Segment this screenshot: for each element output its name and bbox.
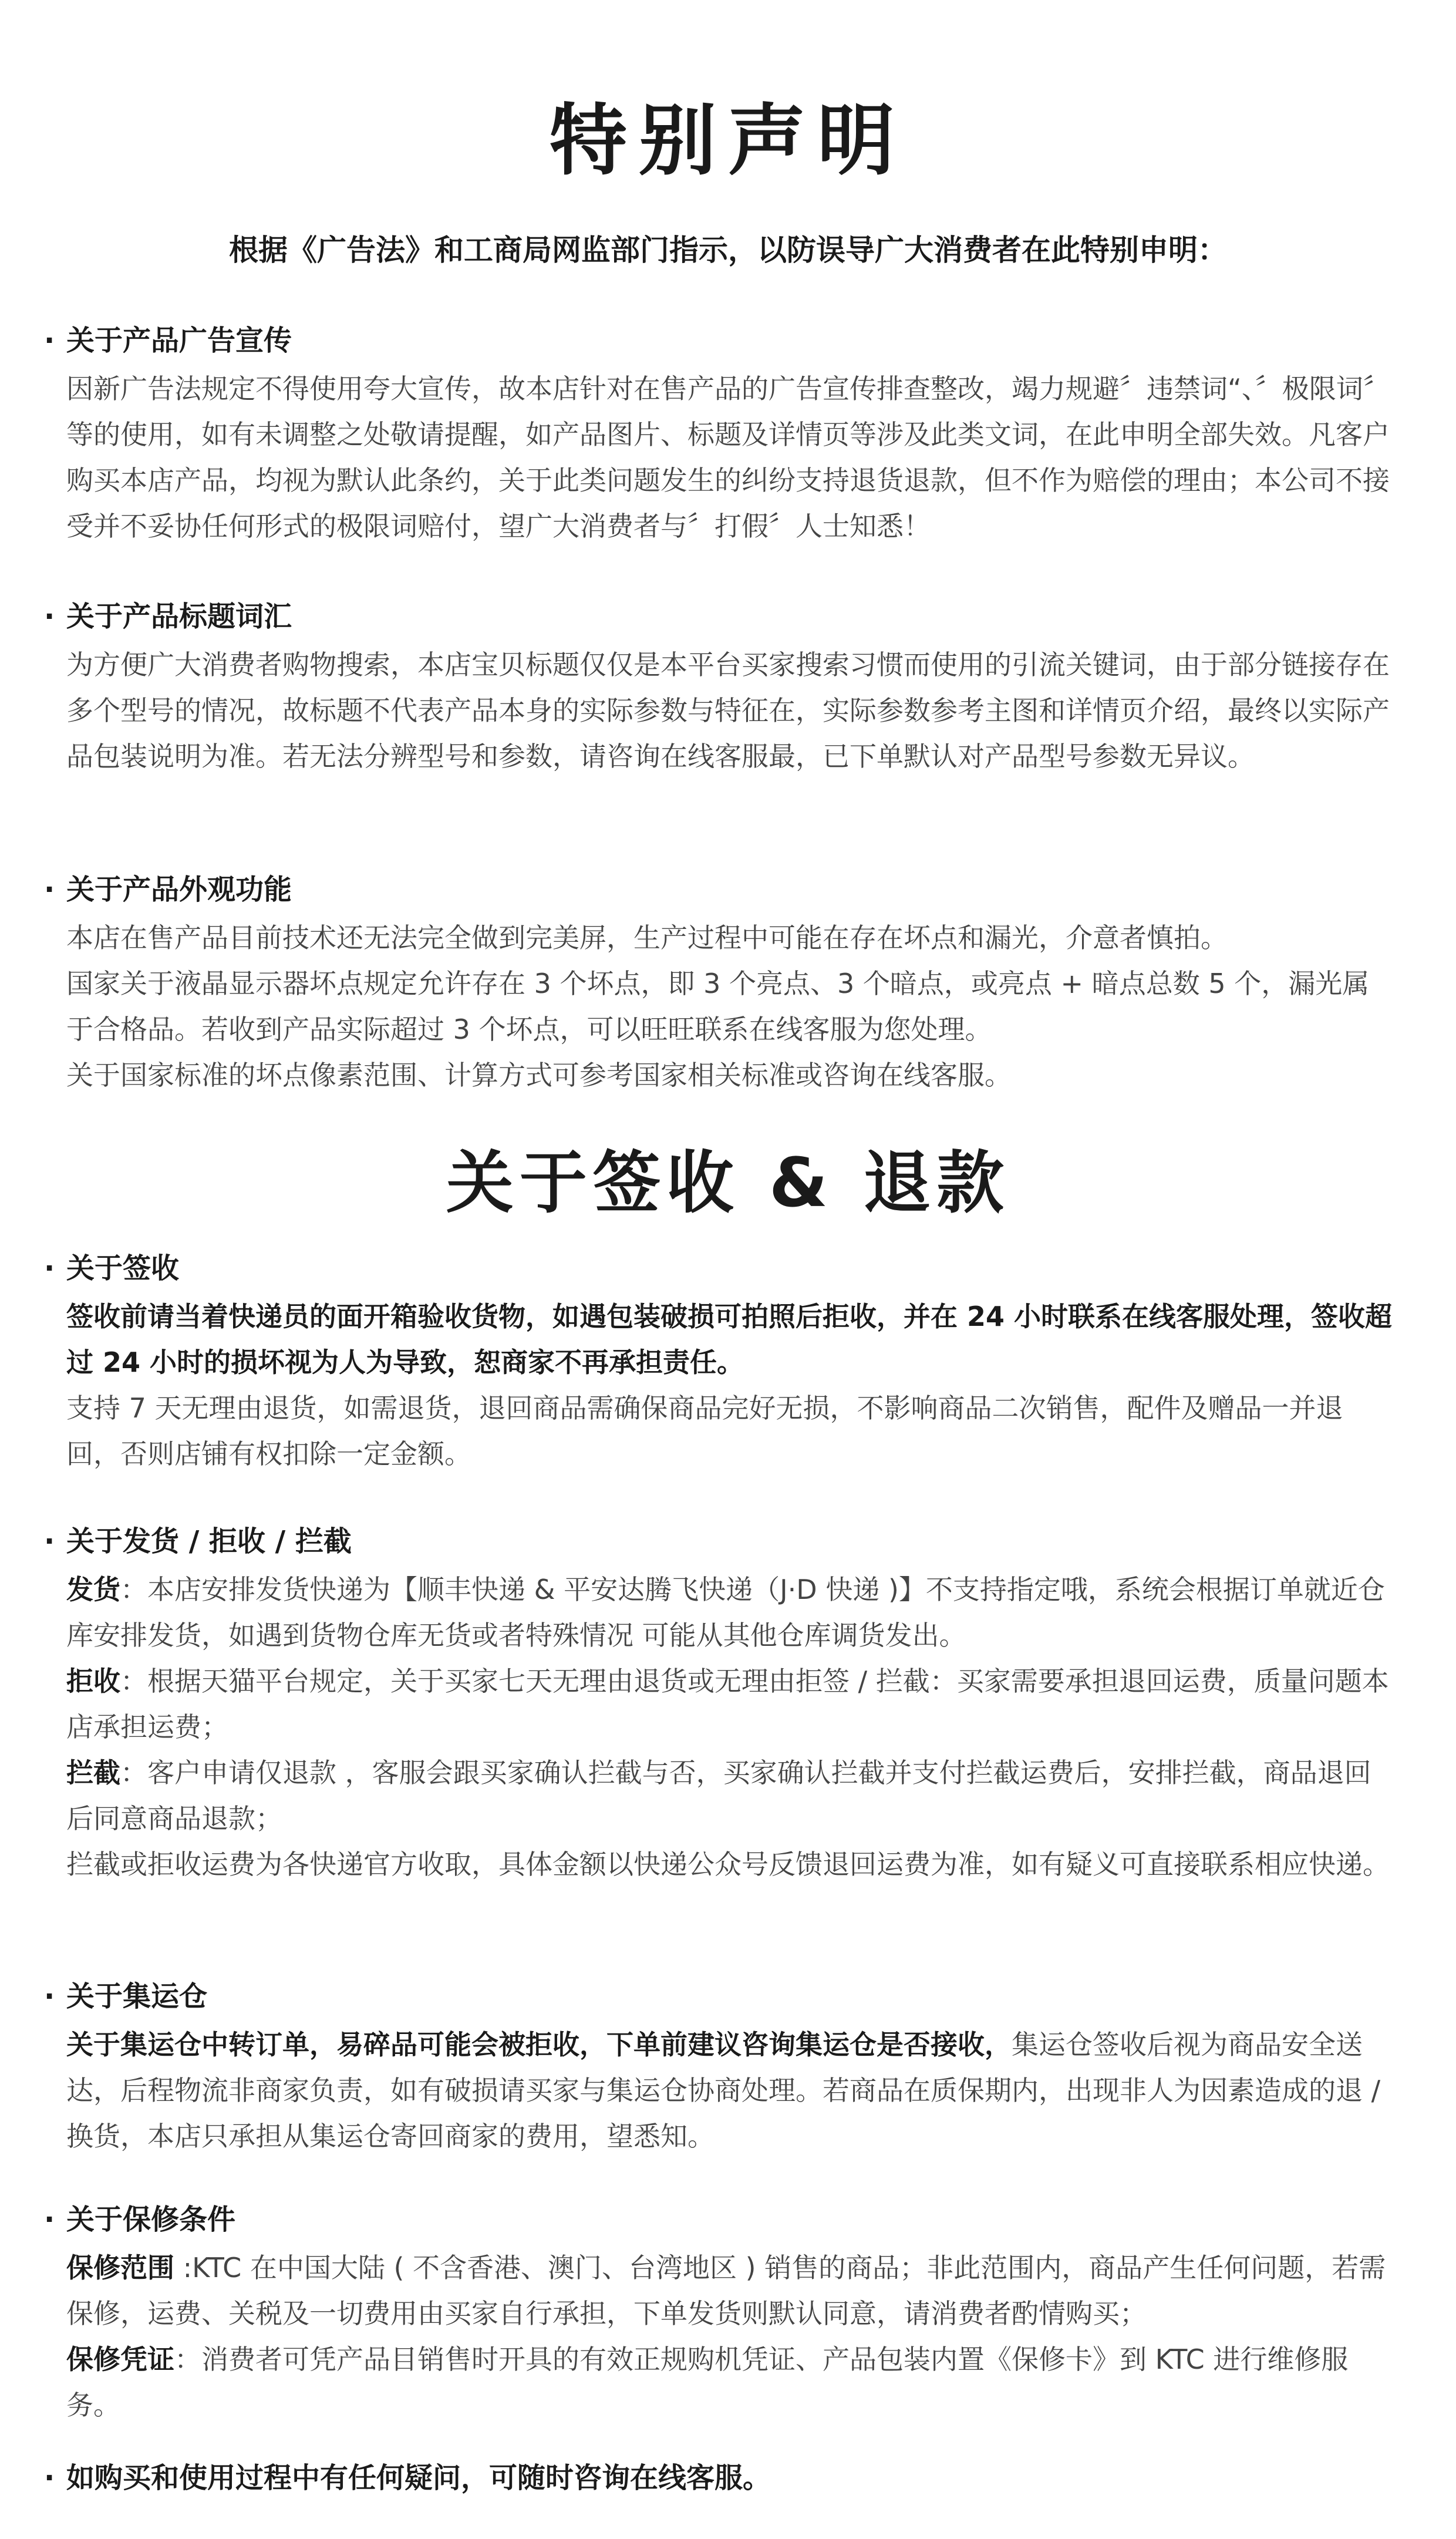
section-body bbox=[66, 1294, 1394, 1477]
label-shipping: 发货 bbox=[66, 1574, 120, 1605]
section-heading-text: 关于保修条件 bbox=[66, 2203, 236, 2236]
text-reject: ：根据天猫平台规定，关于买家七天无理由退货或无理由拒签 / 拦截：买家需要承担退回运费，质量问题本店承担运费； bbox=[66, 1665, 1389, 1743]
section-heading bbox=[44, 1521, 1394, 1562]
bullet-marker: · bbox=[44, 873, 55, 906]
section-heading-text: 如购买和使用过程中有任何疑问，可随时咨询在线客服。 bbox=[66, 2461, 771, 2494]
paragraph bbox=[66, 1658, 1394, 1750]
section-heading bbox=[44, 2457, 1394, 2498]
bullet-marker: · bbox=[44, 324, 55, 357]
paragraph bbox=[66, 1567, 1394, 1658]
label-warranty-scope: 保修范围 bbox=[66, 2252, 174, 2284]
bold-paragraph: 签收前请当着快递员的面开箱验收货物，如遇包装破损可拍照后拒收，并在 24 小时联系在线客服处理，签收超过 24 小时的损坏视为人为导致，恕商家不再承担责任。 bbox=[66, 1301, 1393, 1378]
page-subtitle: 根据《广告法》和工商局网监部门指示，以防误导广大消费者在此特别申明： bbox=[229, 233, 1227, 267]
paragraph bbox=[66, 2245, 1394, 2336]
text-intercept: ：客户申请仅退款 ，客服会跟买家确认拦截与否，买家确认拦截并支付拦截运费后，安排拦截，商品退回后同意商品退款； bbox=[66, 1757, 1371, 1834]
section-title-receipt-refund: 关于签收 & 退款 bbox=[446, 1144, 1010, 1223]
text-warranty-proof: ：消费者可凭产品目销售时开具的有效正规购机凭证、产品包装内置《保修卡》到 KTC 进行维修服务。 bbox=[66, 2343, 1349, 2421]
bullet-marker: · bbox=[44, 2203, 55, 2236]
bullet-marker: · bbox=[44, 1525, 55, 1558]
paragraph: 关于国家标准的坏点像素范围、计算方式可参考国家相关标准或咨询在线客服。 bbox=[66, 1059, 1012, 1091]
section-consolidation bbox=[44, 1976, 1394, 2159]
paragraph bbox=[66, 1750, 1394, 1841]
paragraph: 因新广告法规定不得使用夸大宣传，故本店针对在售产品的广告宣传排查整改，竭力规避〞违禁词“、〞极限词〞等的使用，如有未调整之处敬请提醒，如产品图片、标题及详情页等涉及此类文词，在此申明全部失效。凡客户购买本店产品，均视为默认此条约，关于此类问题发生的纠纷支持退货退款，但不作为赔偿的理由；本公司不接受并不妥协任何形式的极限词赔付，望广大消费者与〞打假〞人士知悉！ bbox=[66, 373, 1390, 542]
section-appearance bbox=[44, 869, 1394, 1098]
section-heading bbox=[44, 2199, 1394, 2240]
section-heading-text: 关于产品广告宣传 bbox=[66, 324, 292, 357]
text-shipping: ：本店安排发货快递为【顺丰快递 & 平安达腾飞快递（J·D 快递 )】不支持指定哦，系统会根据订单就近仓库安排发货，如遇到货物仓库无货或者特殊情况 可能从其他仓库调货发出。 bbox=[66, 1574, 1385, 1651]
section-body bbox=[66, 2245, 1394, 2428]
section-heading bbox=[44, 869, 1394, 910]
label-warranty-proof: 保修凭证 bbox=[66, 2343, 174, 2375]
section-heading-text: 关于发货 / 拒收 / 拦截 bbox=[66, 1525, 352, 1558]
paragraph bbox=[66, 2022, 1394, 2159]
bold-text: 关于集运仓中转订单，易碎品可能会被拒收，下单前建议咨询集运仓是否接收， bbox=[66, 2029, 1012, 2060]
section-final-note bbox=[44, 2457, 1394, 2503]
paragraph: 国家关于液晶显示器坏点规定允许存在 3 个坏点，即 3 个亮点、3 个暗点，或亮点 + 暗点总数 5 个，漏光属于合格品。若收到产品实际超过 3 个坏点，可以旺旺联系在线客服为您处理。 bbox=[66, 968, 1370, 1045]
section-body bbox=[66, 366, 1394, 549]
text: 集运仓签收后视为商品安全送达，后程物流非商家负责，如有破损请买家与集运仓协商处理。若商品在质保期内，出现非人为因素造成的退 / 换货，本店只承担从集运仓寄回商家的费用，望悉知。 bbox=[66, 2029, 1381, 2152]
page-title: 特别声明 bbox=[550, 96, 906, 186]
text-warranty-scope: :KTC 在中国大陆 ( 不含香港、澳门、台湾地区 ) 销售的商品；非此范围内，商品产生任何问题，若需保修，运费、关税及一切费用由买家自行承担，下单发货则默认同意，请消费者酌情购买； bbox=[66, 2252, 1386, 2329]
label-intercept: 拦截 bbox=[66, 1757, 120, 1789]
section-heading bbox=[44, 1248, 1394, 1289]
section-heading-text: 关于签收 bbox=[66, 1252, 180, 1285]
section-heading-text: 关于产品标题词汇 bbox=[66, 600, 292, 633]
paragraph: 支持 7 天无理由退货，如需退货，退回商品需确保商品完好无损，不影响商品二次销售，配件及赠品一并退回，否则店铺有权扣除一定金额。 bbox=[66, 1392, 1343, 1470]
paragraph: 拦截或拒收运费为各快递官方收取，具体金额以快递公众号反馈退回运费为准，如有疑义可直接联系相应快递。 bbox=[66, 1848, 1390, 1880]
section-shipping bbox=[44, 1521, 1394, 1887]
bullet-marker: · bbox=[44, 1252, 55, 1285]
paragraph bbox=[66, 2336, 1394, 2428]
bullet-marker: · bbox=[44, 600, 55, 633]
label-reject: 拒收 bbox=[66, 1665, 120, 1697]
section-title-terms bbox=[44, 596, 1394, 779]
section-body bbox=[66, 1567, 1394, 1887]
section-body bbox=[66, 2022, 1394, 2159]
section-heading bbox=[44, 596, 1394, 637]
section-heading bbox=[44, 320, 1394, 361]
section-body bbox=[66, 915, 1394, 1098]
paragraph: 为方便广大消费者购物搜索，本店宝贝标题仅仅是本平台买家搜索习惯而使用的引流关键词，由于部分链接存在多个型号的情况，故标题不代表产品本身的实际参数与特征在，实际参数参考主图和详情页介绍，最终以实际产品包装说明为准。若无法分辨型号和参数，请咨询在线客服最，已下单默认对产品型号参数无异议。 bbox=[66, 649, 1390, 772]
section-ad-claims bbox=[44, 320, 1394, 549]
section-heading-text: 关于产品外观功能 bbox=[66, 873, 292, 906]
section-warranty bbox=[44, 2199, 1394, 2428]
section-heading bbox=[44, 1976, 1394, 2017]
bullet-marker: · bbox=[44, 1980, 55, 2013]
section-body bbox=[66, 642, 1394, 779]
section-receipt bbox=[44, 1248, 1394, 1477]
paragraph: 本店在售产品目前技术还无法完全做到完美屏，生产过程中可能在存在坏点和漏光，介意者慎拍。 bbox=[66, 922, 1228, 954]
bullet-marker: · bbox=[44, 2461, 55, 2494]
section-heading-text: 关于集运仓 bbox=[66, 1980, 208, 2013]
